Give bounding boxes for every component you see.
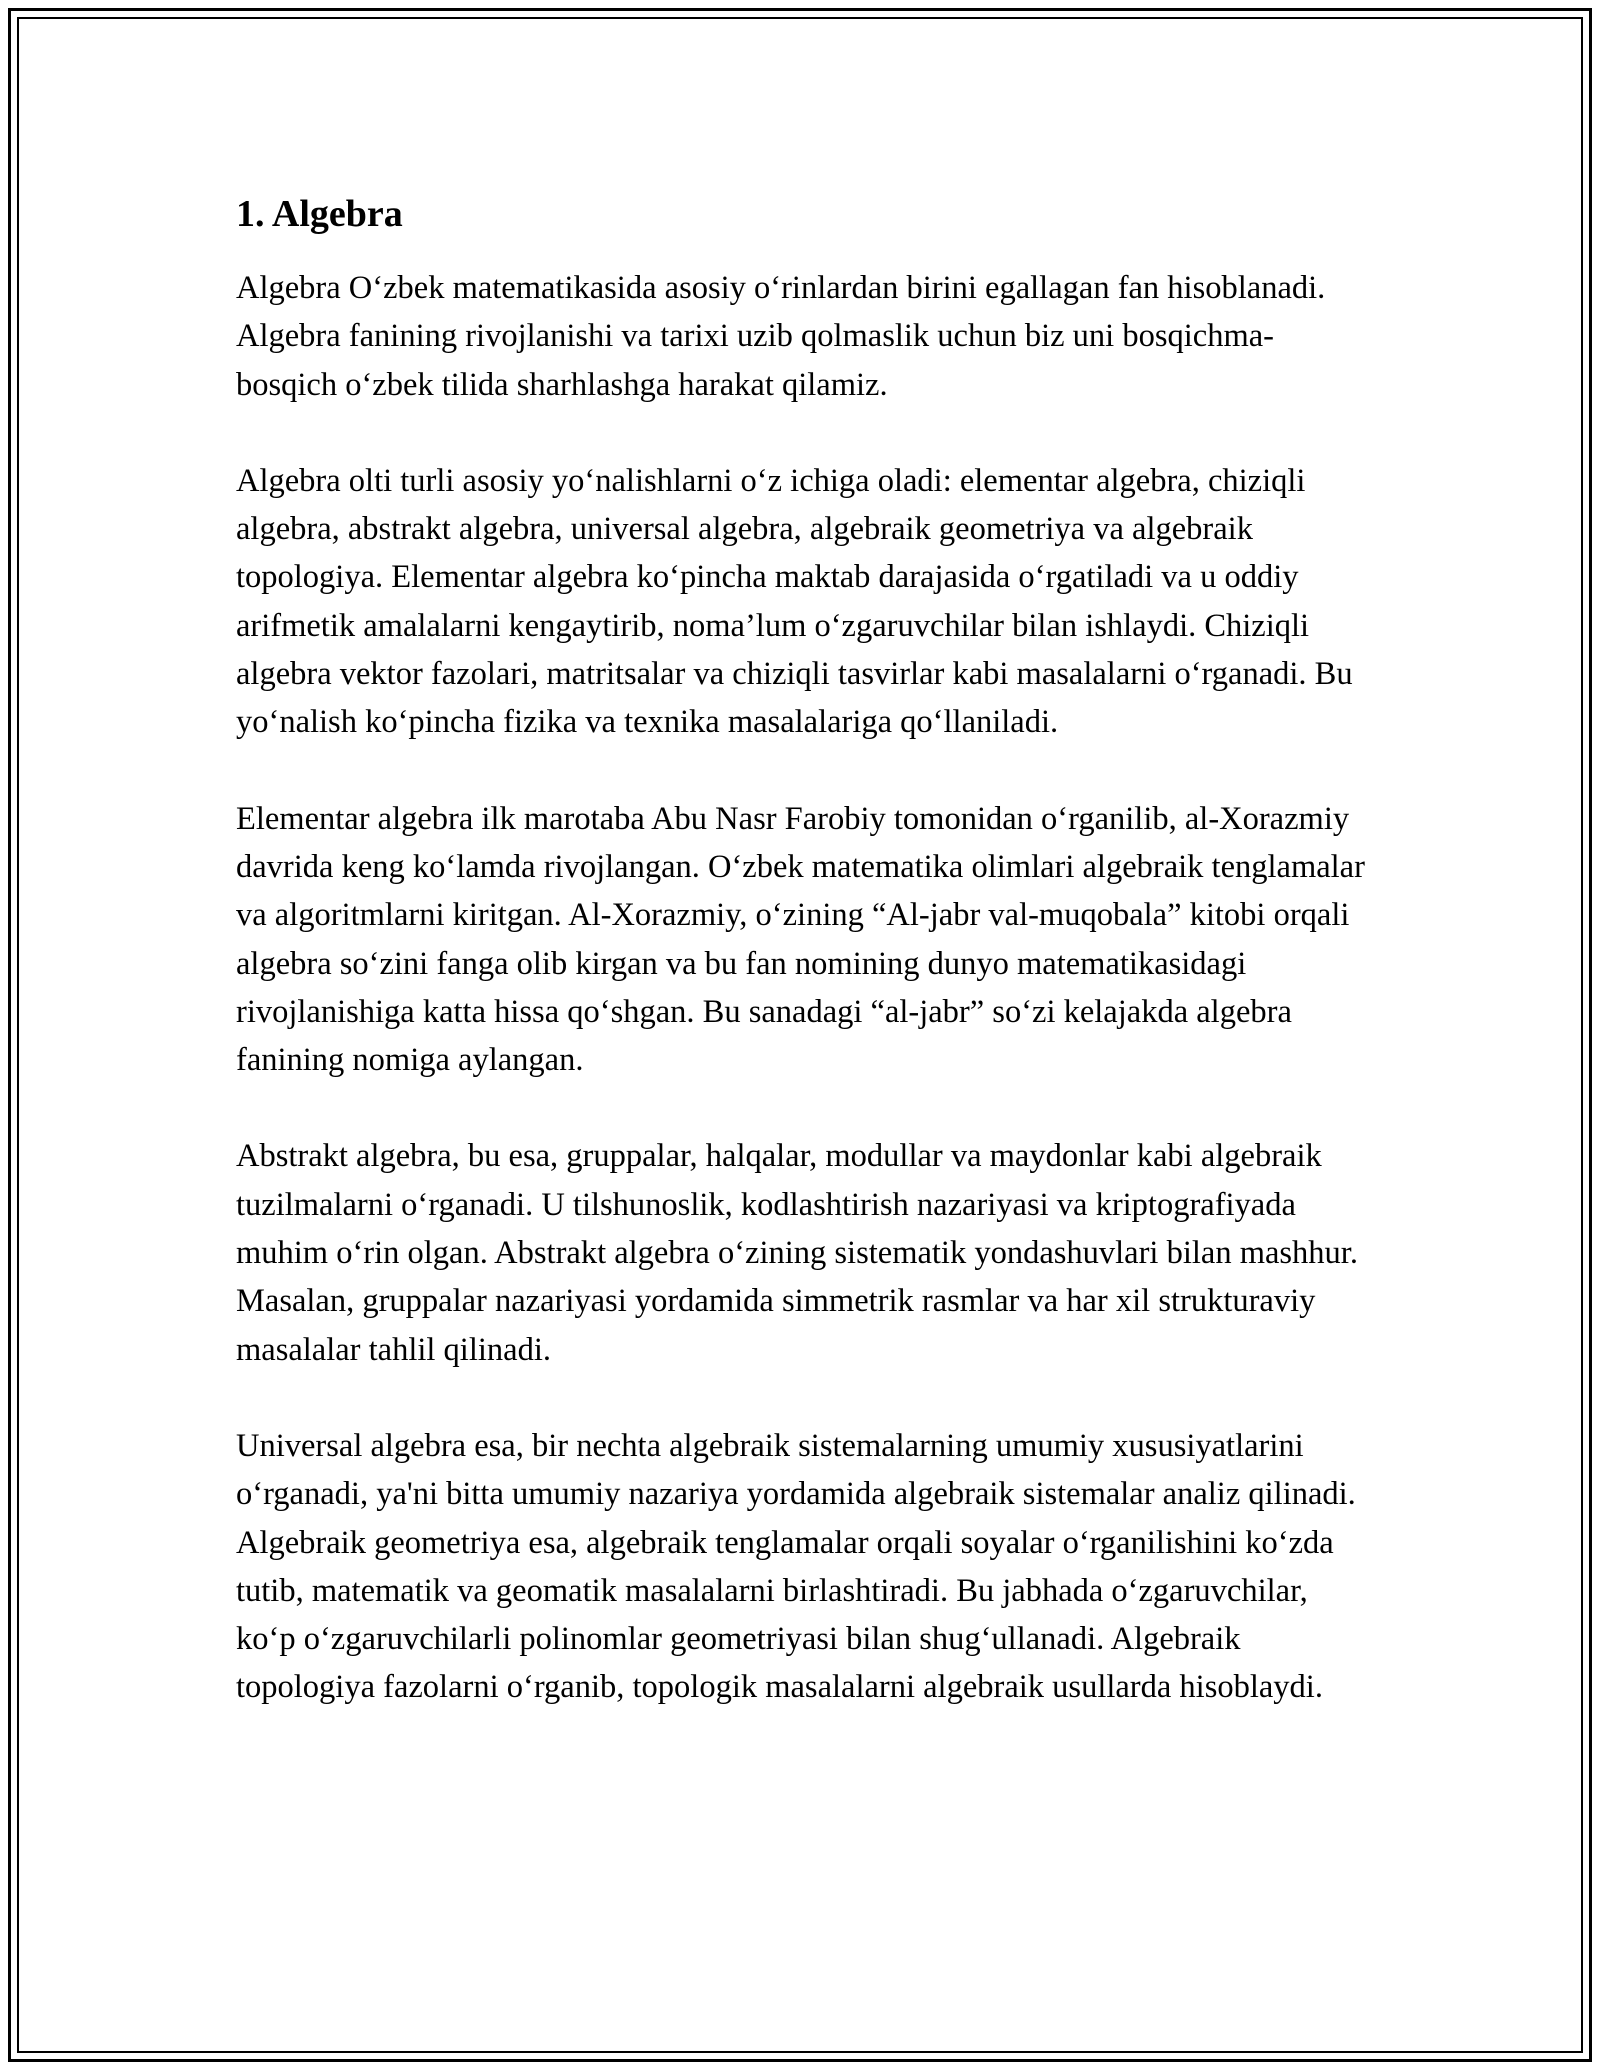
- document-body: [236, 186, 1366, 1760]
- paragraph-history: Elementar algebra ilk marotaba Abu Nasr Farobiy tomonidan o‘rganilib, al-Xorazmiy davrida keng ko‘lamda rivojlangan. O‘zbek matematika olimlari algebraik tenglamalar va algoritmlarni kiritgan. Al-Xorazmiy, o‘zining “Al-jabr val-muqobala” kitobi orqali algebra so‘zini fanga olib kirgan va bu fan nomining dunyo matematikasidagi rivojlanishiga katta hissa qo‘shgan. Bu sanadagi “al-jabr” so‘zi kelajakda algebra fanining nomiga aylangan.: [236, 800, 1365, 1079]
- paragraph-universal-algebra: Universal algebra esa, bir nechta algebraik sistemalarning umumiy xususiyatlarini o‘rganadi, ya'ni bitta umumiy nazariya yordamida algebraik sistemalar analiz qilinadi. Algebraik geometriya esa, algebraik tenglamalar orqali soyalar o‘rganilishini ko‘zda tutib, matematik va geomatik masalalarni birlashtiradi. Bu jabhada o‘zgaruvchilar, ko‘p o‘zgaruvchilarli polinomlar geometriyasi bilan shug‘ullanadi. Algebraik topologiya fazolarni o‘rganib, topologik masalalarni algebraik usullarda hisoblaydi.: [236, 1427, 1356, 1706]
- paragraph-intro: Algebra O‘zbek matematikasida asosiy o‘rinlardan birini egallagan fan hisoblanadi. Algebra fanining rivojlanishi va tarixi uzib qolmaslik uchun biz uni bosqichma-bosqich o‘zbek tilida sharhlashga harakat qilamiz.: [236, 270, 1326, 403]
- paragraph-branches: Algebra olti turli asosiy yo‘nalishlarni o‘z ichiga oladi: elementar algebra, chiziqli algebra, abstrakt algebra, universal algebra, algebraik geometriya va algebraik topologiya. Elementar algebra ko‘pincha maktab darajasida o‘rgatiladi va u oddiy arifmetik amalalarni kengaytirib, noma’lum o‘zgaruvchilar bilan ishlaydi. Chiziqli algebra vektor fazolari, matritsalar va chiziqli tasvirlar kabi masalalarni o‘rganadi. Bu yo‘nalish ko‘pincha fizika va texnika masalalariga qo‘llaniladi.: [236, 462, 1353, 741]
- paragraph-abstract-algebra: Abstrakt algebra, bu esa, gruppalar, halqalar, modullar va maydonlar kabi algebraik tuzilmalarni o‘rganadi. U tilshunoslik, kodlashtirish nazariyasi va kriptografiyada muhim o‘rin olgan. Abstrakt algebra o‘zining sistematik yondashuvlari bilan mashhur. Masalan, gruppalar nazariyasi yordamida simmetrik rasmlar va har xil strukturaviy masalalar tahlil qilinadi.: [236, 1138, 1358, 1368]
- section-heading: 1. Algebra: [236, 193, 403, 235]
